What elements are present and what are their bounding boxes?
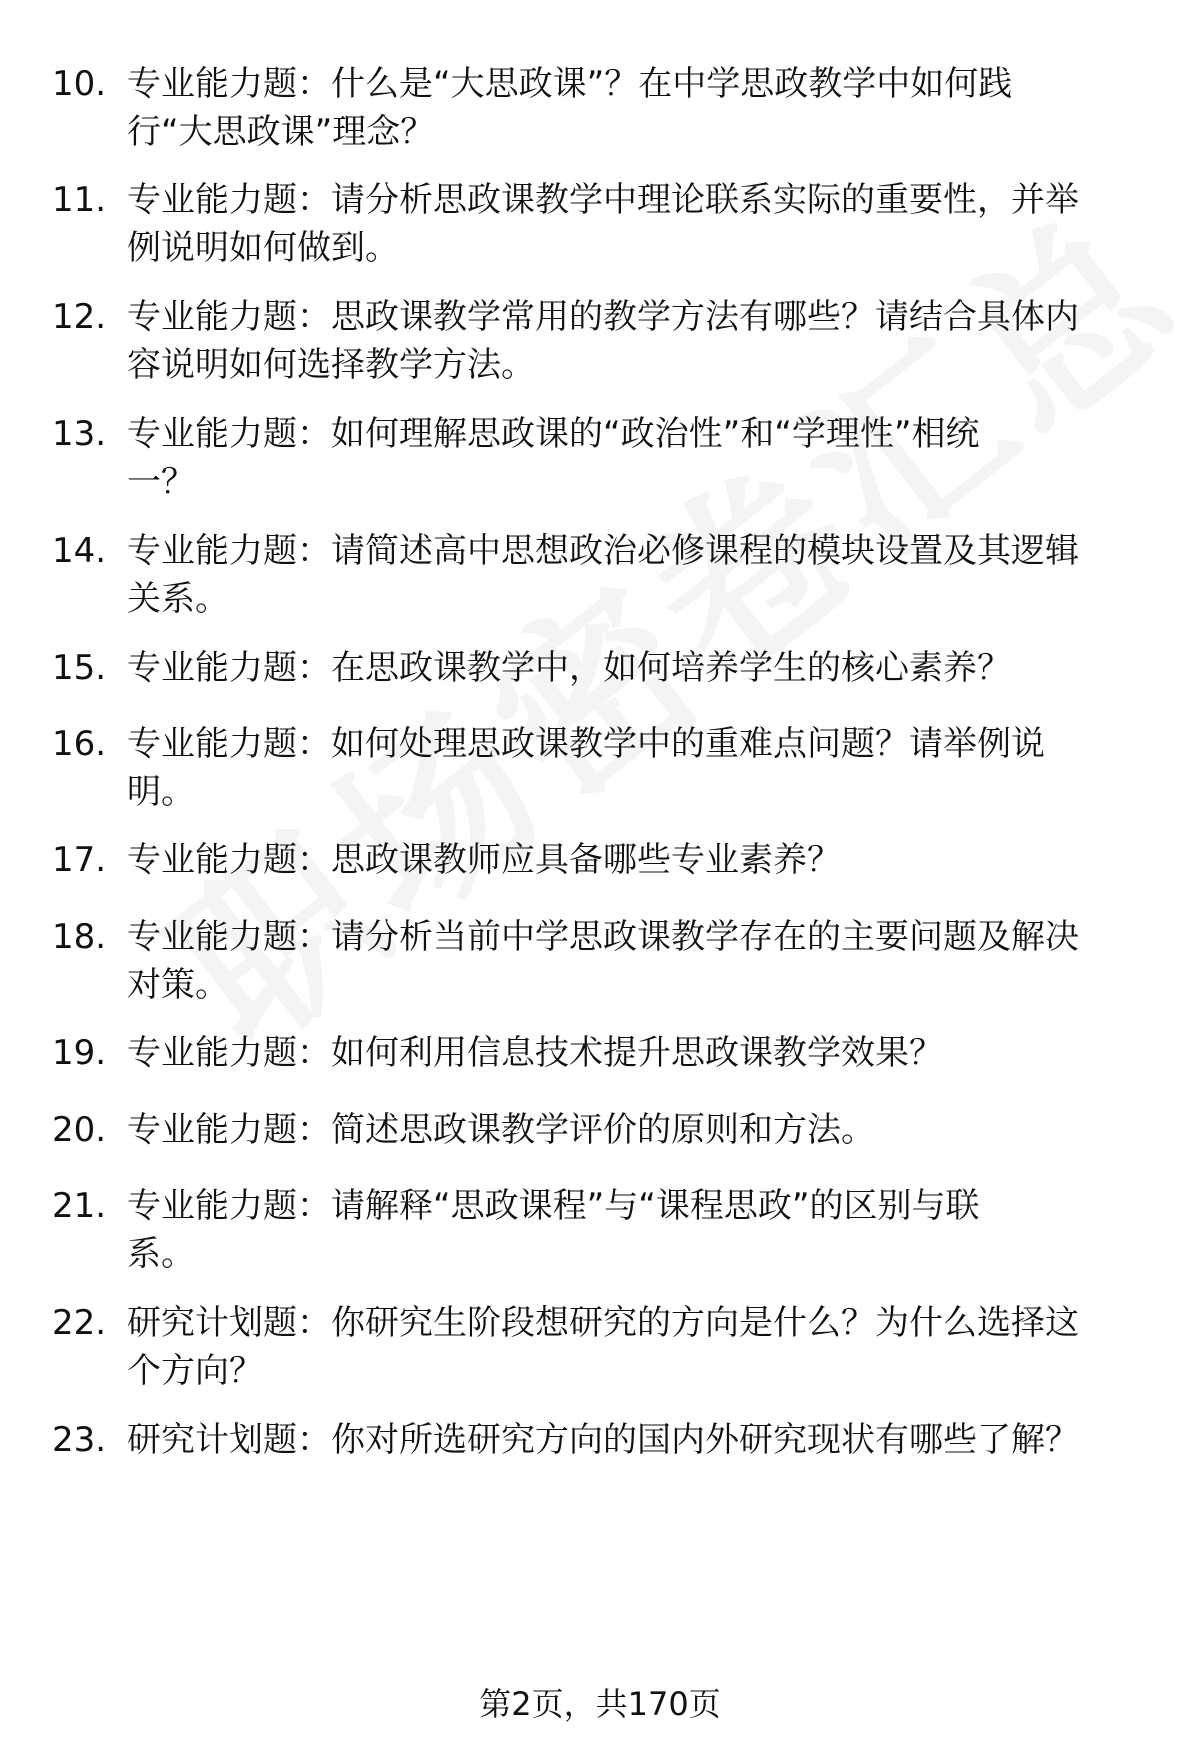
question-line: 研究计划题：你对所选研究方向的国内外研究现状有哪些了解？ (127, 1420, 1079, 1460)
question-line: 个方向？ (127, 1351, 263, 1391)
question-line: 专业能力题：思政课教师应具备哪些专业素养？ (127, 840, 841, 880)
question-line: 专业能力题：如何利用信息技术提升思政课教学效果？ (127, 1033, 943, 1073)
question-number: 23. (52, 1420, 107, 1460)
question-number: 15. (52, 648, 107, 688)
question-number: 19. (52, 1033, 107, 1073)
question-line: 专业能力题：如何处理思政课教学中的重难点问题？请举例说 (127, 724, 1045, 764)
question-line: 专业能力题：在思政课教学中，如何培养学生的核心素养？ (127, 648, 1011, 688)
question-text (127, 410, 1160, 506)
question-line: 容说明如何选择教学方法。 (127, 345, 535, 385)
question-line: 对策。 (127, 965, 229, 1005)
question-line: 例说明如何做到。 (127, 228, 399, 268)
question-line: 专业能力题：简述思政课教学评价的原则和方法。 (127, 1110, 875, 1150)
question-line: 行“大思政课”理念？ (127, 112, 435, 152)
question-line: 关系。 (127, 579, 229, 619)
page-footer: 第2页，共170页 (479, 1685, 721, 1723)
question-text (127, 1029, 1160, 1077)
question-line: 专业能力题：请分析思政课教学中理论联系实际的重要性，并举 (127, 180, 1079, 220)
question-number: 20. (52, 1110, 107, 1150)
question-line: 专业能力题：请分析当前中学思政课教学存在的主要问题及解决 (127, 917, 1079, 957)
question-number: 10. (52, 64, 107, 104)
question-text (127, 644, 1160, 692)
question-text (127, 60, 1160, 156)
question-text (127, 720, 1160, 816)
question-line: 专业能力题：请简述高中思想政治必修课程的模块设置及其逻辑 (127, 531, 1079, 571)
question-text (127, 836, 1160, 884)
question-text (127, 913, 1160, 1009)
question-line: 研究计划题：你研究生阶段想研究的方向是什么？为什么选择这 (127, 1303, 1079, 1343)
question-number: 11. (52, 180, 107, 220)
question-text (127, 1299, 1160, 1395)
question-text (127, 1106, 1160, 1154)
question-line: 专业能力题：如何理解思政课的“政治性”和“学理性”相统 (127, 414, 980, 454)
question-number: 18. (52, 917, 107, 957)
question-number: 14. (52, 531, 107, 571)
question-line: 明。 (127, 772, 195, 812)
question-number: 21. (52, 1186, 107, 1226)
question-line: 系。 (127, 1234, 195, 1274)
question-number: 17. (52, 840, 107, 880)
question-number: 22. (52, 1303, 107, 1343)
question-line: 专业能力题：请解释“思政课程”与“课程思政”的区别与联 (127, 1186, 980, 1226)
question-text (127, 293, 1160, 389)
question-text (127, 1416, 1160, 1464)
question-line: 专业能力题：什么是“大思政课”？在中学思政教学中如何践 (127, 64, 1013, 104)
question-number: 16. (52, 724, 107, 764)
question-text (127, 1182, 1160, 1278)
question-line: 一？ (127, 462, 195, 502)
question-number: 13. (52, 414, 107, 454)
question-text (127, 527, 1160, 623)
question-number: 12. (52, 297, 107, 337)
question-line: 专业能力题：思政课教学常用的教学方法有哪些？请结合具体内 (127, 297, 1079, 337)
question-text (127, 176, 1160, 272)
